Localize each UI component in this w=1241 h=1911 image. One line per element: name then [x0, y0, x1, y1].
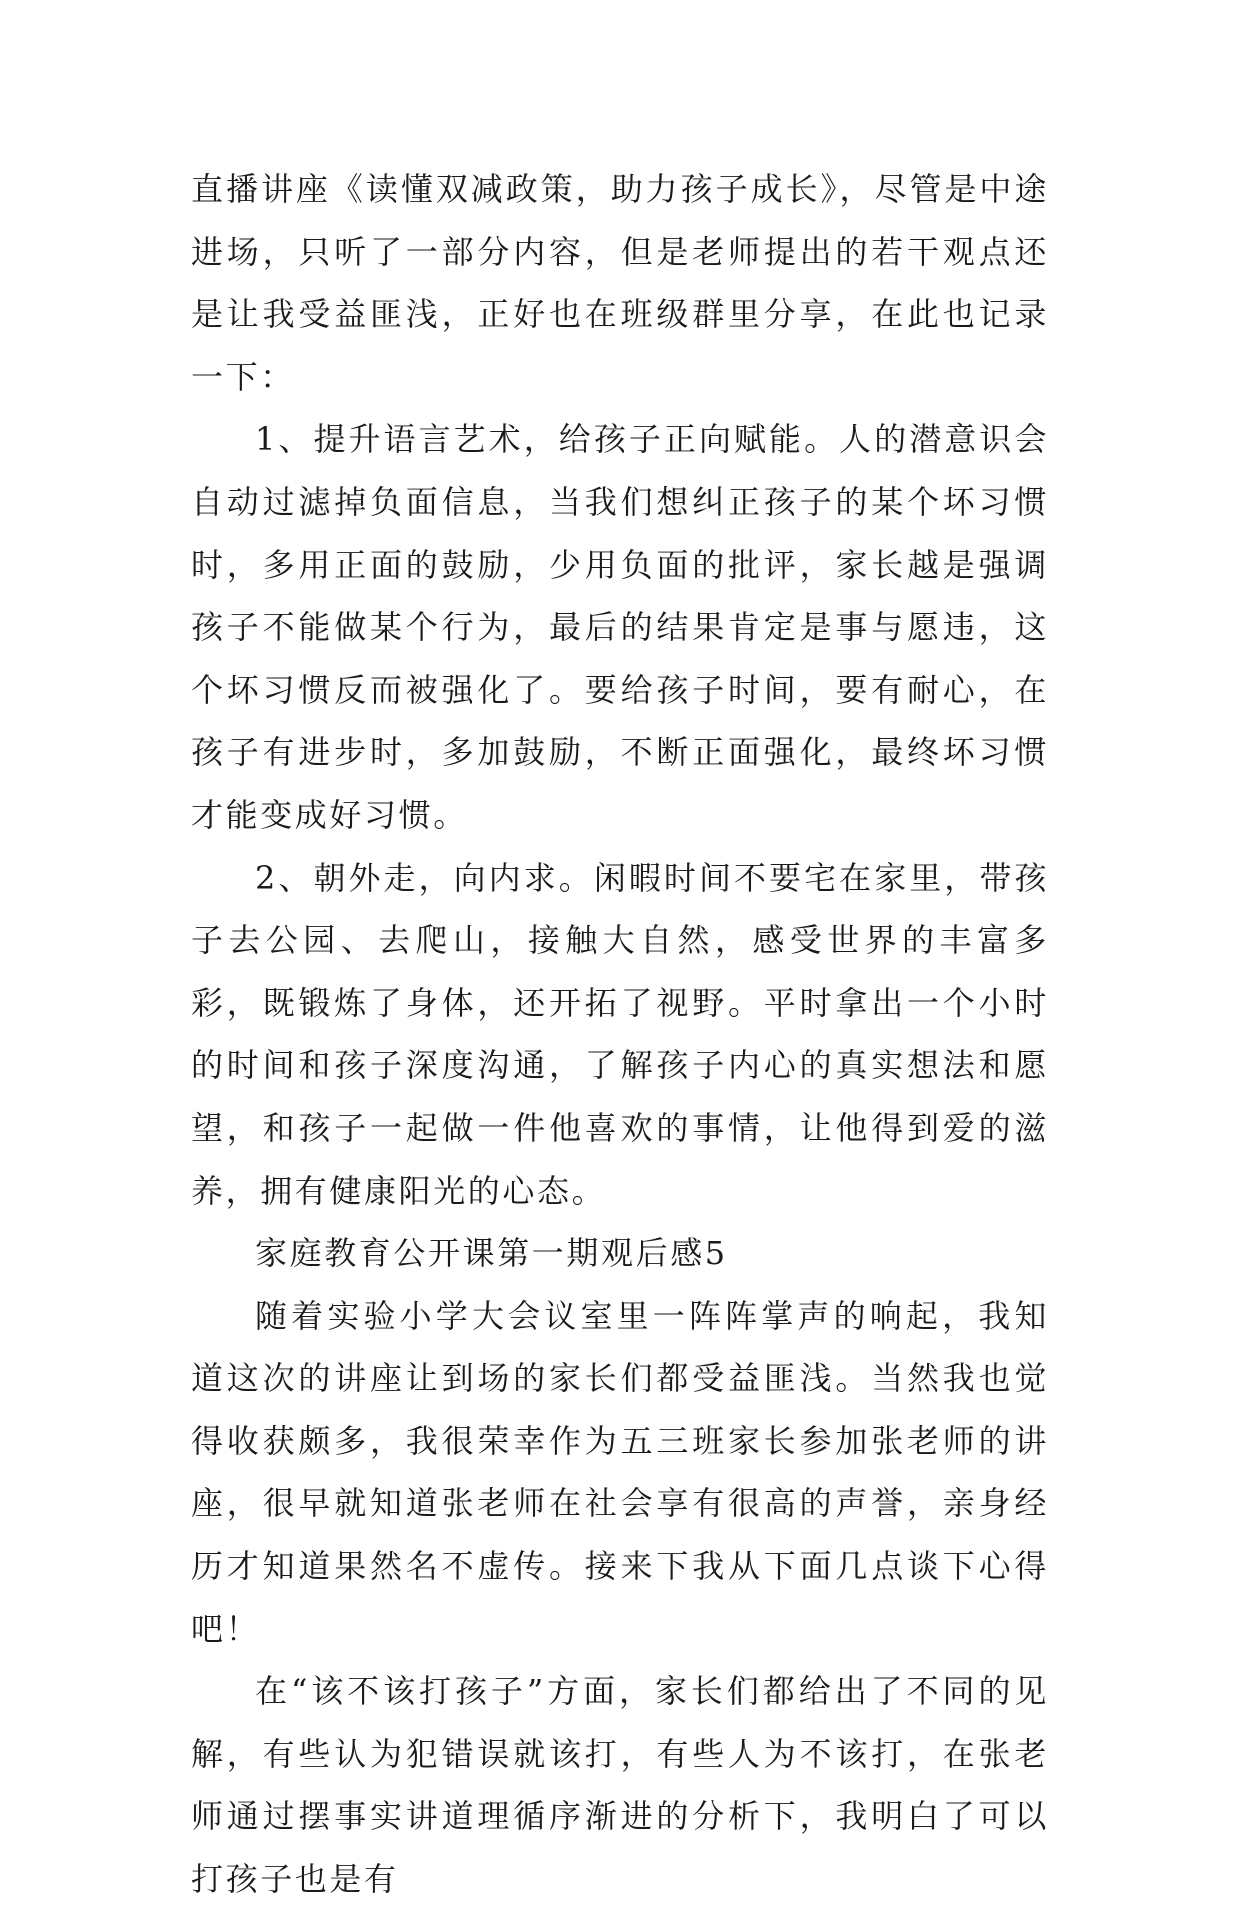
paragraph-point-1: 1、提升语言艺术，给孩子正向赋能。人的潜意识会自动过滤掉负面信息，当我们想纠正孩子的某个坏习惯时，多用正面的鼓励，少用负面的批评，家长越是强调孩子不能做某个行为，最后的结果肯定是事与愿违，这个坏习惯反而被强化了。要给孩子时间，要有耐心，在孩子有进步时，多加鼓励，不断正面强化，最终坏习惯才能变成好习惯。	[191, 420, 1049, 834]
paragraph-point-2: 2、朝外走，向内求。闲暇时间不要宅在家里，带孩子去公园、去爬山，接触大自然，感受世界的丰富多彩，既锻炼了身体，还开拓了视野。平时拿出一个小时的时间和孩子深度沟通，了解孩子内心的真实想法和愿望，和孩子一起做一件他喜欢的事情，让他得到爱的滋养，拥有健康阳光的心态。	[191, 858, 1049, 1210]
paragraph-discipline: 在“该不该打孩子”方面，家长们都给出了不同的见解，有些认为犯错误就该打，有些人为不该打，在张老师通过摆事实讲道理循序渐进的分析下，我明白了可以打孩子也是有	[191, 1672, 1049, 1899]
paragraph-lecture: 随着实验小学大会议室里一阵阵掌声的响起，我知道这次的讲座让到场的家长们都受益匪浅。当然我也觉得收获颇多，我很荣幸作为五三班家长参加张老师的讲座，很早就知道张老师在社会享有很高的声誉，亲身经历才知道果然名不虚传。接来下我从下面几点谈下心得吧！	[191, 1296, 1049, 1648]
paragraph-intro: 直播讲座《读懂双减政策，助力孩子成长》，尽管是中途进场，只听了一部分内容，但是老师提出的若干观点还是让我受益匪浅，正好也在班级群里分享，在此也记录一下：	[191, 170, 1049, 396]
document-body	[191, 158, 1049, 1911]
section-heading: 家庭教育公开课第一期观后感5	[255, 1234, 728, 1273]
